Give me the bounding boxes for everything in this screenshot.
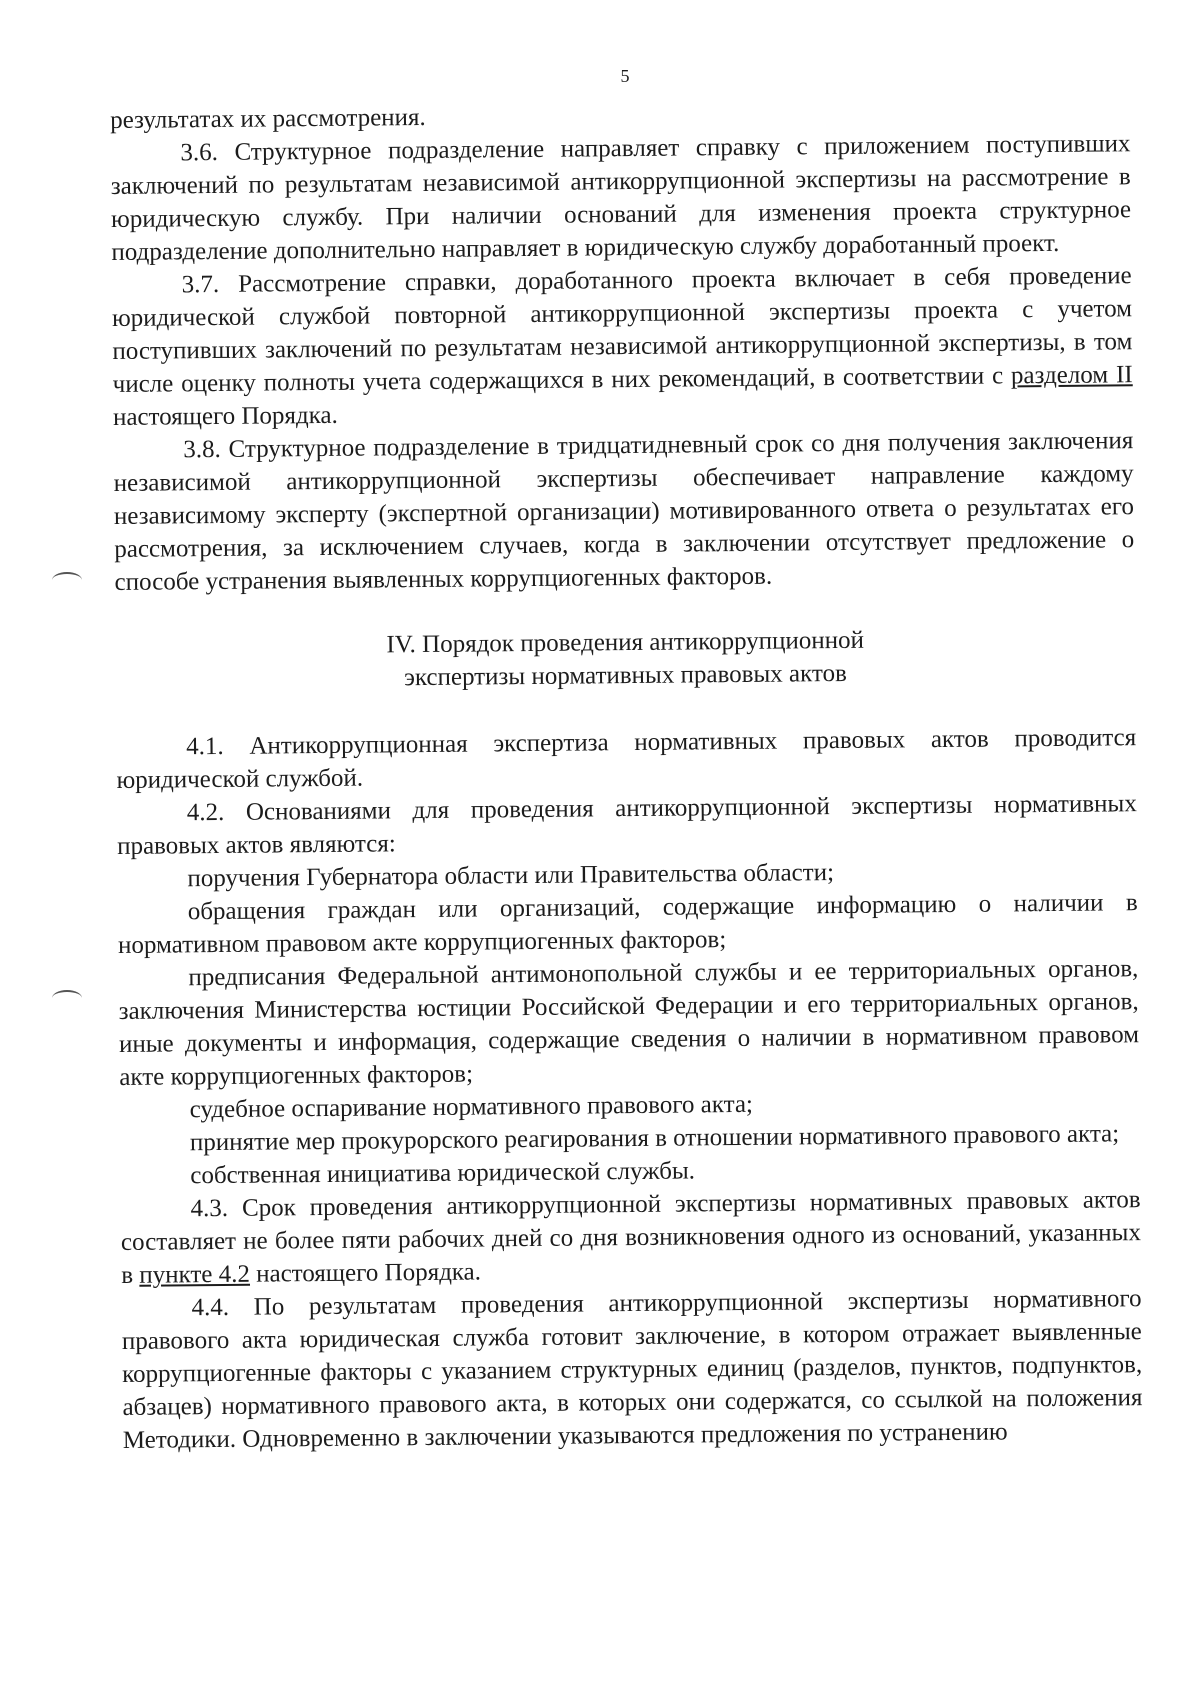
paragraph-3-6: 3.6. Структурное подразделение направляет справку с приложением поступивших заключений по результатам независимой антикоррупционной экспертизы на рассмотрение в юридическую службу. При наличии оснований для изменения проекта структурное подразделение дополнительно направляет в юридическую службу доработанный проект. [110, 130, 1132, 266]
ground-item: поручения Губернатора области или Правительства области; [187, 859, 835, 893]
paragraph-3-7 [112, 259, 1134, 434]
paragraph-4-2: 4.2. Основаниями для проведения антикоррупционной экспертизы нормативных правовых актов являются: [116, 790, 1137, 860]
paragraph-3-7-tail: настоящего Порядка. [112, 401, 338, 431]
page-number: 5 [620, 66, 630, 86]
paragraph-4-3-text: 4.3. Срок проведения антикоррупционной экспертизы нормативных правовых актов составляет не более пяти рабочих дней со дня возникновения одного из оснований, указанных в [120, 1186, 1142, 1289]
paragraph-3-7-text: 3.7. Рассмотрение справки, доработанного проекта включает в себя проведение юридической службой повторной антикоррупционной экспертизы проекта с учетом поступивших заключений по результатам независимой антикоррупционной экспертизы, в том числе оценку полноты учета содержащихся в них рекомендаций, в соответствии с [111, 262, 1133, 398]
ground-item: принятие мер прокурорского реагирования в отношении нормативного правового акта; [189, 1120, 1120, 1157]
paragraph-4-4: 4.4. По результатам проведения антикоррупционной экспертизы нормативного правового акта юридическая служба готовит заключение, в котором отражает выявленные коррупциогенные факторы с указанием структурных единиц (разделов, пунктов, подпунктов, абзацев) нормативного правового акта, в которых они содержатся, со ссылкой на положения Методики. Одновременно в заключении указываются предложения по устранению [121, 1285, 1143, 1454]
paragraph-4-3-tail: настоящего Порядка. [249, 1258, 482, 1288]
paragraph-4-3 [120, 1183, 1141, 1292]
clause-4-2-link[interactable]: пункте 4.2 [139, 1260, 251, 1289]
section-heading-line-1: IV. Порядок проведения антикоррупционной [386, 626, 865, 659]
section-ii-link[interactable]: разделом II [1010, 361, 1133, 390]
hole-punch-mark [52, 572, 82, 588]
paragraph-4-1: 4.1. Антикоррупционная экспертиза нормативных правовых актов проводится юридической службой. [116, 724, 1137, 794]
ground-item: собственная инициатива юридической службы. [190, 1157, 696, 1190]
paragraph-3-8: 3.8. Структурное подразделение в тридцатидневный срок со дня получения заключения независимой антикоррупционной экспертизы обеспечивает направление каждому независимому эксперту (экспертной организации) мотивированного ответа о результатах его рассмотрения, за исключением случаев, когда в заключении отсутствует предложение о способе устранения выявленных коррупциогенных факторов. [113, 427, 1135, 596]
ground-item: предписания Федеральной антимонопольной службы и ее территориальных органов, заключения Министерства юстиции Российской Федерации и его территориальных органов, иные документы и информация, содержащие сведения о наличии в нормативном правовом акте коррупциогенных факторов; [118, 955, 1140, 1091]
section-heading-line-2: экспертизы нормативных правовых актов [404, 659, 847, 692]
ground-item: судебное оспаривание нормативного правового акта; [189, 1090, 754, 1124]
paragraph-continuation: результатах их рассмотрения. [110, 103, 426, 134]
ground-item: обращения граждан или организаций, содержащие информацию о наличии в нормативном правовом акте коррупциогенных факторов; [117, 889, 1138, 959]
hole-punch-mark [52, 990, 82, 1006]
section-heading [115, 621, 1136, 697]
document-body [110, 94, 1143, 1457]
